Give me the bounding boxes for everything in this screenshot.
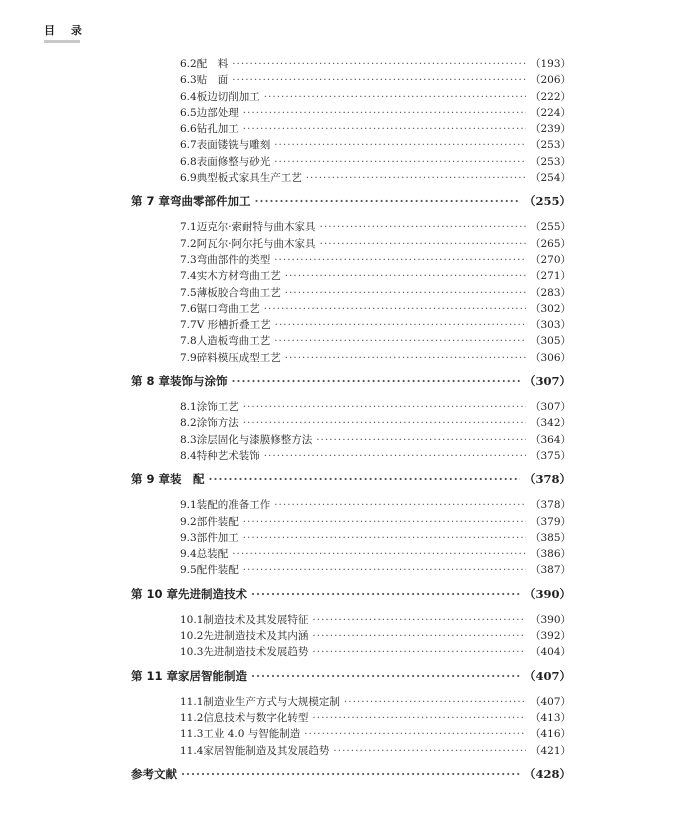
page-number: （303） xyxy=(529,319,571,332)
section-title: 先进制造技术及其内涵 xyxy=(203,630,309,643)
section-title: 配 料 xyxy=(196,58,229,70)
section-number: 8.4 xyxy=(180,449,197,462)
toc-section-entry xyxy=(0,285,675,301)
toc-chapter-entry xyxy=(0,766,675,785)
page-number: （375） xyxy=(529,449,571,462)
chapter-title: 先进制造技术 xyxy=(178,586,248,601)
toc-section-entry xyxy=(0,726,675,742)
section-number: 9.2 xyxy=(180,515,197,528)
toc-chapter-entry xyxy=(0,586,675,605)
leader-dots xyxy=(264,91,526,103)
section-number: 7.1 xyxy=(180,221,197,234)
toc-section-entry xyxy=(0,530,675,546)
page-number: （378） xyxy=(523,472,571,487)
toc-chapter-entry xyxy=(0,668,675,687)
chapter-number: 第 7 章 xyxy=(131,194,171,209)
page-number: （253） xyxy=(529,155,571,168)
page-number: （392） xyxy=(529,630,571,643)
page-number: （386） xyxy=(529,548,571,561)
toc-section-entry xyxy=(0,743,675,759)
section-title: 特种艺术装饰 xyxy=(196,449,260,462)
toc-section-entry xyxy=(0,317,675,333)
section-number: 11.2 xyxy=(180,711,204,724)
toc-section-entry xyxy=(0,154,675,170)
leader-dots xyxy=(285,352,526,364)
toc-section-entry xyxy=(0,105,675,121)
leader-dots xyxy=(243,123,526,135)
page-number: （421） xyxy=(529,744,571,757)
toc-section-entry xyxy=(0,514,675,530)
leader-dots xyxy=(312,614,526,626)
leader-dots xyxy=(333,745,526,757)
section-title: 典型板式家具生产工艺 xyxy=(196,172,302,185)
section-title: 人造板弯曲工艺 xyxy=(196,335,271,348)
toc-section-entry xyxy=(0,72,675,88)
section-title: 部件加工 xyxy=(196,531,239,544)
page-number: （385） xyxy=(529,531,571,544)
section-number: 10.1 xyxy=(180,613,204,626)
leader-dots xyxy=(243,401,526,413)
section-number: 8.2 xyxy=(180,417,197,430)
section-number: 6.9 xyxy=(180,172,197,185)
toc-section-entry xyxy=(0,56,675,72)
leader-dots xyxy=(320,238,526,250)
section-title: 迈克尔·索耐特与曲木家具 xyxy=(196,221,316,234)
page-number: （255） xyxy=(529,221,571,234)
page-number: （305） xyxy=(529,335,571,348)
leader-dots xyxy=(243,532,526,544)
section-number: 11.4 xyxy=(180,744,204,757)
section-number: 6.8 xyxy=(180,155,197,168)
section-title: 装配的准备工作 xyxy=(196,499,271,512)
leader-dots xyxy=(316,434,526,446)
toc-section-entry xyxy=(0,710,675,726)
section-title: 阿瓦尔·阿尔托与曲木家具 xyxy=(196,237,316,250)
leader-dots xyxy=(304,728,526,740)
chapter-title: 装饰与涂饰 xyxy=(170,374,228,389)
leader-dots xyxy=(232,58,526,70)
toc-section-entry xyxy=(0,448,675,464)
section-number: 6.7 xyxy=(180,139,197,152)
page-number: （193） xyxy=(529,58,571,70)
page-number: （306） xyxy=(529,351,571,364)
header-rule xyxy=(44,40,80,43)
leader-dots xyxy=(320,221,526,233)
section-title: 先进制造技术发展趋势 xyxy=(203,646,309,659)
leader-dots xyxy=(264,303,526,315)
section-title: 工业 4.0 与智能制造 xyxy=(203,728,301,741)
leader-dots xyxy=(209,472,520,486)
section-number: 6.3 xyxy=(180,74,197,87)
leader-dots xyxy=(232,74,526,86)
page-number: （416） xyxy=(529,728,571,741)
page-number: （307） xyxy=(529,401,571,414)
section-number: 7.2 xyxy=(180,237,197,250)
toc-chapter-entry xyxy=(0,193,675,212)
toc-section-entry xyxy=(0,137,675,153)
section-number: 6.6 xyxy=(180,123,197,136)
page-number: （271） xyxy=(529,270,571,283)
section-number: 9.1 xyxy=(180,499,197,512)
section-title: 实木方材弯曲工艺 xyxy=(196,270,281,283)
toc-section-entry xyxy=(0,252,675,268)
page-number: （404） xyxy=(529,646,571,659)
toc-section-entry xyxy=(0,497,675,513)
page-number: （379） xyxy=(529,515,571,528)
leader-dots xyxy=(344,696,526,708)
section-title: 表面镂铣与雕刻 xyxy=(196,139,271,152)
section-title: 涂饰工艺 xyxy=(196,401,239,414)
section-title: 家居智能制造及其发展趋势 xyxy=(203,744,330,757)
page-number: （265） xyxy=(529,237,571,250)
page-number: （413） xyxy=(529,711,571,724)
page-number: （283） xyxy=(529,286,571,299)
section-number: 7.8 xyxy=(180,335,197,348)
section-number: 7.5 xyxy=(180,286,197,299)
section-number: 7.6 xyxy=(180,302,197,315)
section-number: 6.5 xyxy=(180,106,197,119)
page-number: （239） xyxy=(529,123,571,136)
section-title: 边部处理 xyxy=(196,106,239,119)
page-number: （390） xyxy=(529,613,571,626)
section-title: 钻孔加工 xyxy=(196,123,239,136)
toc-section-entry xyxy=(0,219,675,235)
section-number: 8.3 xyxy=(180,433,197,446)
page-number: （387） xyxy=(529,564,571,577)
section-title: 表面修整与砂光 xyxy=(196,155,271,168)
leader-dots xyxy=(181,767,520,781)
leader-dots xyxy=(274,499,526,511)
section-title: 弯曲部件的类型 xyxy=(196,253,271,266)
page-number: （270） xyxy=(529,253,571,266)
chapter-title: 装 配 xyxy=(170,472,205,487)
section-title: 制造技术及其发展特征 xyxy=(203,613,309,626)
toc-section-entry xyxy=(0,301,675,317)
section-number: 10.3 xyxy=(180,646,204,659)
section-number: 7.9 xyxy=(180,351,197,364)
page-number: （224） xyxy=(529,106,571,119)
toc-section-entry xyxy=(0,268,675,284)
section-title: 碎料模压成型工艺 xyxy=(196,351,281,364)
section-title: 板边切削加工 xyxy=(196,90,260,103)
leader-dots xyxy=(306,172,526,184)
page-header-title: 目 录 xyxy=(44,24,88,37)
section-number: 11.3 xyxy=(180,728,204,741)
leader-dots xyxy=(285,270,526,282)
toc-section-entry xyxy=(0,170,675,186)
toc-section-entry xyxy=(0,644,675,660)
leader-dots xyxy=(264,450,526,462)
chapter-number: 第 10 章 xyxy=(131,586,179,601)
toc-section-entry xyxy=(0,350,675,366)
leader-dots xyxy=(243,107,526,119)
section-number: 10.2 xyxy=(180,630,204,643)
leader-dots xyxy=(232,374,520,388)
leader-dots xyxy=(312,630,526,642)
toc-section-entry xyxy=(0,236,675,252)
toc-section-entry xyxy=(0,562,675,578)
page-number: （253） xyxy=(529,139,571,152)
page-number: （428） xyxy=(523,766,571,781)
toc-section-entry xyxy=(0,612,675,628)
section-number: 8.1 xyxy=(180,401,197,414)
leader-dots xyxy=(251,587,520,601)
section-title: 信息技术与数字化转型 xyxy=(203,711,309,724)
section-title: 薄板胶合弯曲工艺 xyxy=(196,286,281,299)
chapter-title: 家居智能制造 xyxy=(178,668,248,683)
leader-dots xyxy=(274,139,526,151)
leader-dots xyxy=(312,712,526,724)
toc-section-entry xyxy=(0,89,675,105)
leader-dots xyxy=(251,669,520,683)
chapter-number: 第 11 章 xyxy=(131,668,179,683)
page-number: （307） xyxy=(523,374,571,389)
leader-dots xyxy=(274,156,526,168)
section-number: 7.4 xyxy=(180,270,197,283)
toc-section-entry xyxy=(0,399,675,415)
page-number: （407） xyxy=(523,668,571,683)
section-number: 9.5 xyxy=(180,564,197,577)
toc-section-entry xyxy=(0,415,675,431)
toc-chapter-entry xyxy=(0,471,675,490)
chapter-number: 第 8 章 xyxy=(131,374,171,389)
section-title: 涂层固化与漆膜修整方法 xyxy=(196,433,313,446)
chapter-title: 参考文献 xyxy=(131,766,177,781)
leader-dots xyxy=(275,319,526,331)
page-number: （364） xyxy=(529,433,571,446)
page-number: （390） xyxy=(523,586,571,601)
chapter-number: 第 9 章 xyxy=(131,472,171,487)
toc-chapter-entry xyxy=(0,373,675,392)
section-number: 6.2 xyxy=(180,58,197,70)
page-number: （254） xyxy=(529,172,571,185)
toc-section-entry xyxy=(0,628,675,644)
page-number: （222） xyxy=(529,90,571,103)
toc-section-entry xyxy=(0,121,675,137)
leader-dots xyxy=(274,254,526,266)
section-title: 制造业生产方式与大规模定制 xyxy=(203,695,340,708)
table-of-contents xyxy=(0,56,675,792)
toc-section-entry xyxy=(0,694,675,710)
page-number: （302） xyxy=(529,302,571,315)
toc-section-entry xyxy=(0,432,675,448)
page-number: （206） xyxy=(529,74,571,87)
leader-dots xyxy=(274,335,526,347)
section-number: 11.1 xyxy=(180,695,204,708)
leader-dots xyxy=(312,646,526,658)
section-title: 贴 面 xyxy=(196,74,229,87)
leader-dots xyxy=(232,548,526,560)
page-number: （255） xyxy=(523,194,571,209)
leader-dots xyxy=(285,287,526,299)
section-title: 部件装配 xyxy=(196,515,239,528)
section-title: 涂饰方法 xyxy=(196,417,239,430)
page-number: （407） xyxy=(529,695,571,708)
section-title: 总装配 xyxy=(196,548,229,561)
section-number: 7.3 xyxy=(180,253,197,266)
toc-section-entry xyxy=(0,333,675,349)
chapter-title: 弯曲零部件加工 xyxy=(170,194,251,209)
section-title: 配件装配 xyxy=(196,564,239,577)
page-number: （342） xyxy=(529,417,571,430)
section-title: V 形槽折叠工艺 xyxy=(196,319,271,332)
section-title: 锯口弯曲工艺 xyxy=(196,302,260,315)
toc-section-entry xyxy=(0,546,675,562)
section-number: 7.7 xyxy=(180,319,197,332)
leader-dots xyxy=(243,564,526,576)
section-number: 9.3 xyxy=(180,531,197,544)
page-number: （378） xyxy=(529,499,571,512)
leader-dots xyxy=(243,516,526,528)
section-number: 6.4 xyxy=(180,90,197,103)
section-number: 9.4 xyxy=(180,548,197,561)
leader-dots xyxy=(243,417,526,429)
leader-dots xyxy=(255,194,520,208)
